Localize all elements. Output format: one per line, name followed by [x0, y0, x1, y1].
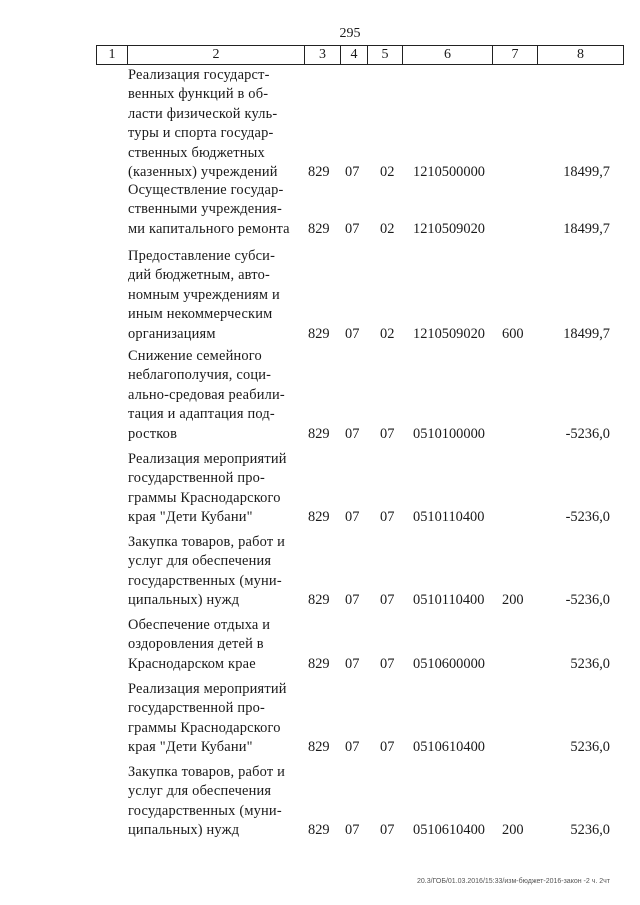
row-description-line: услуг для обеспечения	[128, 783, 272, 800]
row-description-line: Предоставление субси-	[128, 248, 276, 264]
cell-col6: 0510110400	[413, 509, 485, 526]
cell-col5: 02	[380, 220, 395, 237]
row-description-line: (казенных) учреждений	[128, 164, 278, 181]
row-description-line: граммы Краснодарского	[128, 719, 281, 736]
row-description	[128, 763, 296, 841]
row-description-line: оздоровления детей в	[128, 636, 264, 653]
cell-col5: 07	[380, 655, 395, 672]
cell-col8: 18499,7	[563, 220, 610, 237]
row-description-line: ципальных) нужд	[128, 822, 240, 839]
row-description-line: номным учреждениям и	[128, 286, 280, 303]
cell-col6: 0510110400	[413, 592, 485, 609]
row-description	[128, 247, 296, 344]
row-description-line: дий бюджетным, авто-	[128, 267, 270, 284]
cell-col4: 07	[345, 592, 360, 609]
column-header-2: 2	[127, 45, 305, 65]
cell-col5: 02	[380, 164, 395, 180]
column-header-8: 8	[537, 45, 624, 65]
row-description	[128, 66, 296, 182]
cell-col5: 07	[380, 739, 395, 756]
row-description-line: края "Дети Кубани"	[128, 509, 253, 526]
row-description-line: ципальных) нужд	[128, 592, 240, 609]
row-description-line: услуг для обеспечения	[128, 553, 272, 570]
row-description	[128, 347, 296, 444]
row-description-line: ростков	[128, 425, 178, 442]
cell-col4: 07	[345, 164, 360, 180]
row-description-line: граммы Краснодарского	[128, 489, 281, 506]
cell-col4: 07	[345, 425, 360, 442]
cell-col8: 18499,7	[563, 325, 610, 342]
row-description-line: государственной про-	[128, 470, 266, 487]
cell-col3: 829	[308, 655, 330, 672]
cell-col5: 07	[380, 425, 395, 442]
page-number: 295	[339, 26, 361, 41]
row-description-line: Реализация мероприятий	[128, 451, 287, 467]
cell-col3: 829	[308, 509, 330, 526]
cell-col5: 02	[380, 325, 395, 342]
row-description-line: Снижение семейного	[128, 348, 262, 364]
cell-col8: 18499,7	[563, 164, 610, 180]
row-description-line: Закупка товаров, работ и	[128, 534, 286, 550]
cell-col8: 5236,0	[570, 822, 610, 839]
cell-col3: 829	[308, 220, 330, 237]
row-description-line: ми капитального ремонта	[128, 220, 290, 237]
row-description	[128, 680, 296, 758]
cell-col5: 07	[380, 592, 395, 609]
column-header-row	[96, 45, 624, 65]
document-footer: 20.3/ГОБ/01.03.2016/15:33/изм-бюджет-2016-закон -2 ч. 2чт	[416, 878, 610, 885]
column-header-7: 7	[492, 45, 538, 65]
cell-col8: -5236,0	[565, 425, 610, 442]
cell-col3: 829	[308, 325, 330, 342]
row-description-line: государственных (муни-	[128, 572, 282, 589]
cell-col7: 600	[502, 325, 524, 342]
row-description-line: государственной про-	[128, 700, 266, 717]
cell-col6: 0510100000	[413, 425, 485, 442]
cell-col3: 829	[308, 592, 330, 609]
column-header-1: 1	[96, 45, 128, 65]
cell-col5: 07	[380, 822, 395, 839]
row-description	[128, 533, 296, 611]
row-description-line: туры и спорта государ-	[128, 125, 274, 142]
cell-col8: 5236,0	[570, 655, 610, 672]
row-description-line: организациям	[128, 325, 216, 342]
row-description	[128, 181, 296, 239]
cell-col7: 200	[502, 592, 524, 609]
column-header-5: 5	[367, 45, 403, 65]
cell-col6: 1210509020	[413, 325, 485, 342]
cell-col3: 829	[308, 425, 330, 442]
cell-col6: 1210509020	[413, 220, 485, 237]
column-header-4: 4	[340, 45, 368, 65]
row-description	[128, 450, 296, 528]
cell-col4: 07	[345, 509, 360, 526]
row-description-line: венных функций в об-	[128, 86, 269, 103]
row-description-line: ственными учреждения-	[128, 201, 282, 218]
cell-col4: 07	[345, 220, 360, 237]
cell-col6: 1210500000	[413, 164, 485, 180]
cell-col3: 829	[308, 164, 330, 180]
row-description-line: Реализация государст-	[128, 67, 270, 83]
cell-col8: 5236,0	[570, 739, 610, 756]
cell-col3: 829	[308, 739, 330, 756]
row-description-line: ально-средовая реабили-	[128, 386, 285, 403]
row-description-line: Осуществление государ-	[128, 182, 284, 198]
row-description-line: иным некоммерческим	[128, 306, 273, 323]
cell-col8: -5236,0	[565, 592, 610, 609]
cell-col4: 07	[345, 822, 360, 839]
row-description-line: Краснодарском крае	[128, 655, 256, 672]
row-description-line: Реализация мероприятий	[128, 681, 287, 697]
row-description-line: ственных бюджетных	[128, 144, 265, 161]
cell-col6: 0510610400	[413, 739, 485, 756]
cell-col6: 0510600000	[413, 655, 485, 672]
cell-col4: 07	[345, 325, 360, 342]
cell-col6: 0510610400	[413, 822, 485, 839]
cell-col5: 07	[380, 509, 395, 526]
cell-col8: -5236,0	[565, 509, 610, 526]
row-description-line: ласти физической куль-	[128, 105, 278, 122]
cell-col7: 200	[502, 822, 524, 839]
row-description-line: неблагополучия, соци-	[128, 367, 272, 384]
row-description	[128, 616, 296, 674]
row-description-line: Обеспечение отдыха и	[128, 617, 271, 633]
column-header-6: 6	[402, 45, 493, 65]
row-description-line: Закупка товаров, работ и	[128, 764, 286, 780]
row-description-line: государственных (муни-	[128, 802, 282, 819]
cell-col4: 07	[345, 655, 360, 672]
cell-col4: 07	[345, 739, 360, 756]
row-description-line: тация и адаптация под-	[128, 406, 275, 423]
column-header-3: 3	[304, 45, 341, 65]
cell-col3: 829	[308, 822, 330, 839]
row-description-line: края "Дети Кубани"	[128, 739, 253, 756]
